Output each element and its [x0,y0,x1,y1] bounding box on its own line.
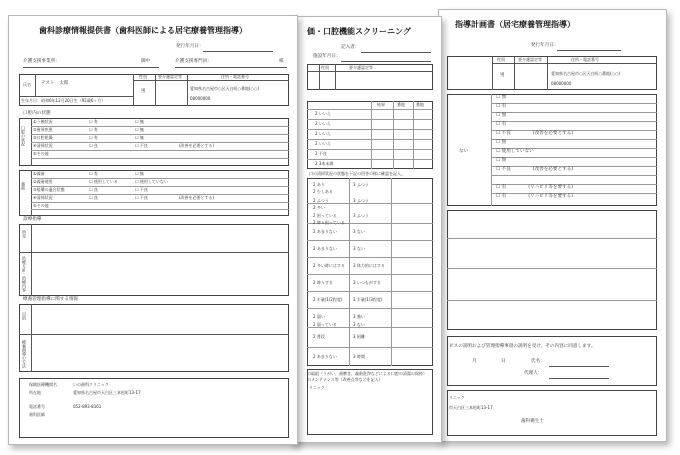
date-month: 月 [472,359,477,364]
oral-row-5: ⑤その他 [33,151,49,156]
treatment-label: 治療方針・治療内容 [22,256,27,292]
denture-row-4-note: (改善を必要とする) [179,195,215,200]
footer-clinic: リニック [309,385,325,390]
consent-text: ビスの説明および管理指導事項の説明を受け、その内容に同意します。 [449,344,596,349]
denture-row-3-opt-b[interactable]: ☐ 不良 [135,187,148,192]
pair-11a: 2 半量(1/2程度) [313,297,343,302]
oral-row-3: ③口腔乾燥 [33,135,53,140]
sex-value: 男 [141,89,146,94]
patient-name: テスト 太郎 [41,81,69,86]
pair-10a: 2 時々する [313,280,333,285]
care-manager-label: 介護支援専門員： [175,59,212,64]
screening-sheet [290,16,442,443]
provider-address: 愛知県名古屋市天白区三本松町13-17 [73,390,141,395]
pair-1b: 3 ふつう [353,182,369,187]
top-row-5: 2 不良 [315,151,327,156]
pair-2a: 2 少しある [313,189,333,194]
col-address-header: 住所・電話番号 [221,74,249,79]
care-manager-suffix: 様 [279,59,284,64]
pair-8a: 2 あまりない [313,246,337,251]
oral-row-1-opt-a[interactable]: ☐ 有 [89,119,98,124]
col-sex-header: 性別 [321,65,329,70]
top-row-3: 2 いいえ [315,131,331,136]
method-label: 療養指導の方法 [22,340,27,368]
opt-row-5[interactable]: ☐ 不良 (改善を必要とする) [496,131,574,136]
col-address-header: 住所・電話番号 [571,57,599,62]
oral-row-4-note: (改善を必要とする) [179,143,215,148]
denture-row-4-opt-b[interactable]: ☐ 不良 [135,195,148,200]
opt-row-4[interactable]: ☐ 有 [496,122,507,127]
provider-phone: 052-893-8161 [73,404,102,409]
signature-label: 氏名： [531,359,545,364]
oral-status-side-label: 口腔の状況 [21,126,26,146]
denture-row-4-opt-a[interactable]: ☐ 良 [89,195,98,200]
pair-7a: 2 あまりない [313,229,337,234]
pair-9b: 3 体力的にはする [353,263,385,268]
provider-label: 保険医療機関名 [29,382,57,387]
date-day: 日 [501,359,506,364]
col-result-header: 結果 [377,102,385,107]
footer-text: の取組（うがい、歯磨き、義歯洗浄などによる口腔の清潔の保持） [307,371,427,376]
clinic-address-fragment: 市天白区三本松町13-17 [449,405,493,410]
col-sex-header: 性別 [497,57,505,62]
pair-7b: 3 ない [353,229,365,234]
proxy-label: 代理人： [524,371,543,376]
pair-5b: 3 ふつう [353,213,369,218]
top-row-1: 2 いいえ [315,111,331,116]
col-care-level-header: 要介護認定等 [349,65,373,70]
footer-text-2: のメンテナンス等（改善点等などを記入） [307,377,383,382]
denture-row-3: ③咀嚼の適合状態 [33,187,65,192]
denture-row-1: ①義歯 [33,171,45,176]
phone-value: 08000000 [551,81,572,86]
pair-5a: 2 困っている [313,213,337,218]
top-row-2: 2 いいえ [315,121,331,126]
dob-text: 生年月日：昭和6年12月20日生（91歳6ヶ月） [21,98,106,103]
pair-14a: 2 普段 [313,334,325,339]
pair-3b: 3 ふつう [353,198,369,203]
oral-row-2-opt-b[interactable]: ☐ 無 [135,127,144,132]
denture-row-4: ④清掃状況 [33,195,53,200]
entry-person-label: 記入者： [341,45,360,50]
pair-14b: 3 困難 [353,334,365,339]
pair-10b: 3 いつもがする [353,280,381,285]
denture-row-2: ②義歯使用 [33,179,53,184]
issue-date-label: 発行年月日： [176,44,204,49]
findings-label: 所見 [22,230,27,238]
opt-row-9[interactable]: ☐ 不良 (改善を必要とする) [496,167,574,172]
opt-row-11[interactable]: ☐ 有 (リハビリ等を要する) [496,194,573,199]
opt-row-6[interactable]: ☐ 無 [496,140,507,145]
patient-name-label: 氏名 [23,82,31,87]
opt-row-2[interactable]: ☐ 有 [496,104,507,109]
pair-12a: 2 弱い [313,314,325,319]
col-b-header: 番地 [416,102,424,107]
issue-date-label: 発行年月日： [531,43,559,48]
top-row-4: 2 いいえ [315,141,331,146]
oral-row-1: ①う蝕状況 [33,119,53,124]
denture-row-1-opt-b[interactable]: ☐ 無 [135,171,144,176]
provider-name: いの歯科クリニック [73,382,109,387]
pair-4a: 2 多い [313,205,325,210]
denture-side-label: 義歯 [21,182,26,190]
top-row-6: 2 3本未満 [315,161,334,166]
oral-row-4: ④清掃状況 [33,143,53,148]
pair-15b: 3 時間 [353,354,365,359]
oral-row-2: ②歯周疾患 [33,127,53,132]
pair-8b: 3 ない [353,246,365,251]
screening-date-label: 施設年月日： [313,54,341,59]
pair-13a: 2 弱っている [313,322,337,327]
opt-row-10[interactable]: ☐ 有 (リハビリ等を要する) [496,185,573,190]
doctor-label: 歯科医師 [29,412,45,417]
dental-info-title: 歯科診療情報提供書（歯科医師による居宅療養管理指導） [39,26,247,35]
dentist-label: 歯科衛生士 [521,419,544,424]
oral-status-title: 口腔内の状態 [23,111,51,116]
pair-9a: 2 多い時にはする [313,263,345,268]
dental-info-sheet [8,15,298,445]
pair-11b: 3 半量(1/3程度) [353,297,383,302]
oral-row-3-opt-b[interactable]: ☐ 無 [135,135,144,140]
clinic-name-fragment: リニック [449,395,465,400]
denture-row-1-opt-a[interactable]: ☐ 有 [89,171,98,176]
row-label-nai: ない [459,149,469,154]
care-office-label: 介護支援事業所： [23,59,60,64]
denture-row-5: ⑤その他 [33,203,49,208]
pair-12b: 3 強い [353,314,365,319]
opt-row-3[interactable]: ☐ 無 [496,113,507,118]
care-plan-title: 指導計画書（居宅療養管理指導） [455,20,575,29]
address-label: 所在地 [29,390,41,395]
phone-label: 電話番号 [29,404,45,409]
pair-1a: 2 あり [313,182,325,187]
phone-value: 08000000 [190,96,211,101]
col-care-level-header: 要介護認定等 [158,74,182,79]
sex-value: 男 [500,73,505,78]
opt-row-8[interactable]: ☐ 無 [496,158,507,163]
screening-title: 価・口腔機能スクリーニング [307,27,411,36]
pair-13b: 3 ない [353,322,365,327]
purpose-label: 目的 [22,312,27,320]
oral-row-2-opt-a[interactable]: ☐ 有 [89,127,98,132]
col-care-level-header: 要介護認定等 [518,57,542,62]
address-value: 愛知県名古屋市○区天白町○番地(○○) [551,71,621,76]
opt-row-7[interactable]: ☐ 使用していない [496,149,534,154]
address-value: 愛知県名古屋市○区天白町○番地(○○) [190,86,260,91]
clinical-guidance-title: 診療指導 [23,217,42,222]
denture-row-3-opt-a[interactable]: ☐ 良 [89,187,98,192]
pair-3a: 2 ふつう [313,198,329,203]
care-guidance-title: 療養管理指導に関する情報 [23,297,79,302]
denture-row-2-opt-a[interactable]: ☐ 使用している [89,179,118,184]
screening-question: 口の清掃状況の状態を下記の回答の様に確認を記入。 [309,171,405,176]
care-office-suffix: 御中 [141,59,151,64]
col-sex-header: 性別 [139,74,147,79]
pair-15a: 2 あまりない [313,354,337,359]
oral-row-4-opt-b[interactable]: ☐ 不良 [135,143,148,148]
pair-6a: 2 時々困っている [313,220,345,225]
oral-row-1-opt-b[interactable]: ☐ 無 [135,119,144,124]
care-plan-sheet [438,9,667,442]
col-a-header: 番地 [397,102,405,107]
denture-row-2-opt-b[interactable]: ☐ 使用していない [135,179,168,184]
oral-row-3-opt-a[interactable]: ☐ 有 [89,135,98,140]
opt-row-1[interactable]: ☐ 無 [496,95,507,100]
oral-row-4-opt-a[interactable]: ☐ 良 [89,143,98,148]
